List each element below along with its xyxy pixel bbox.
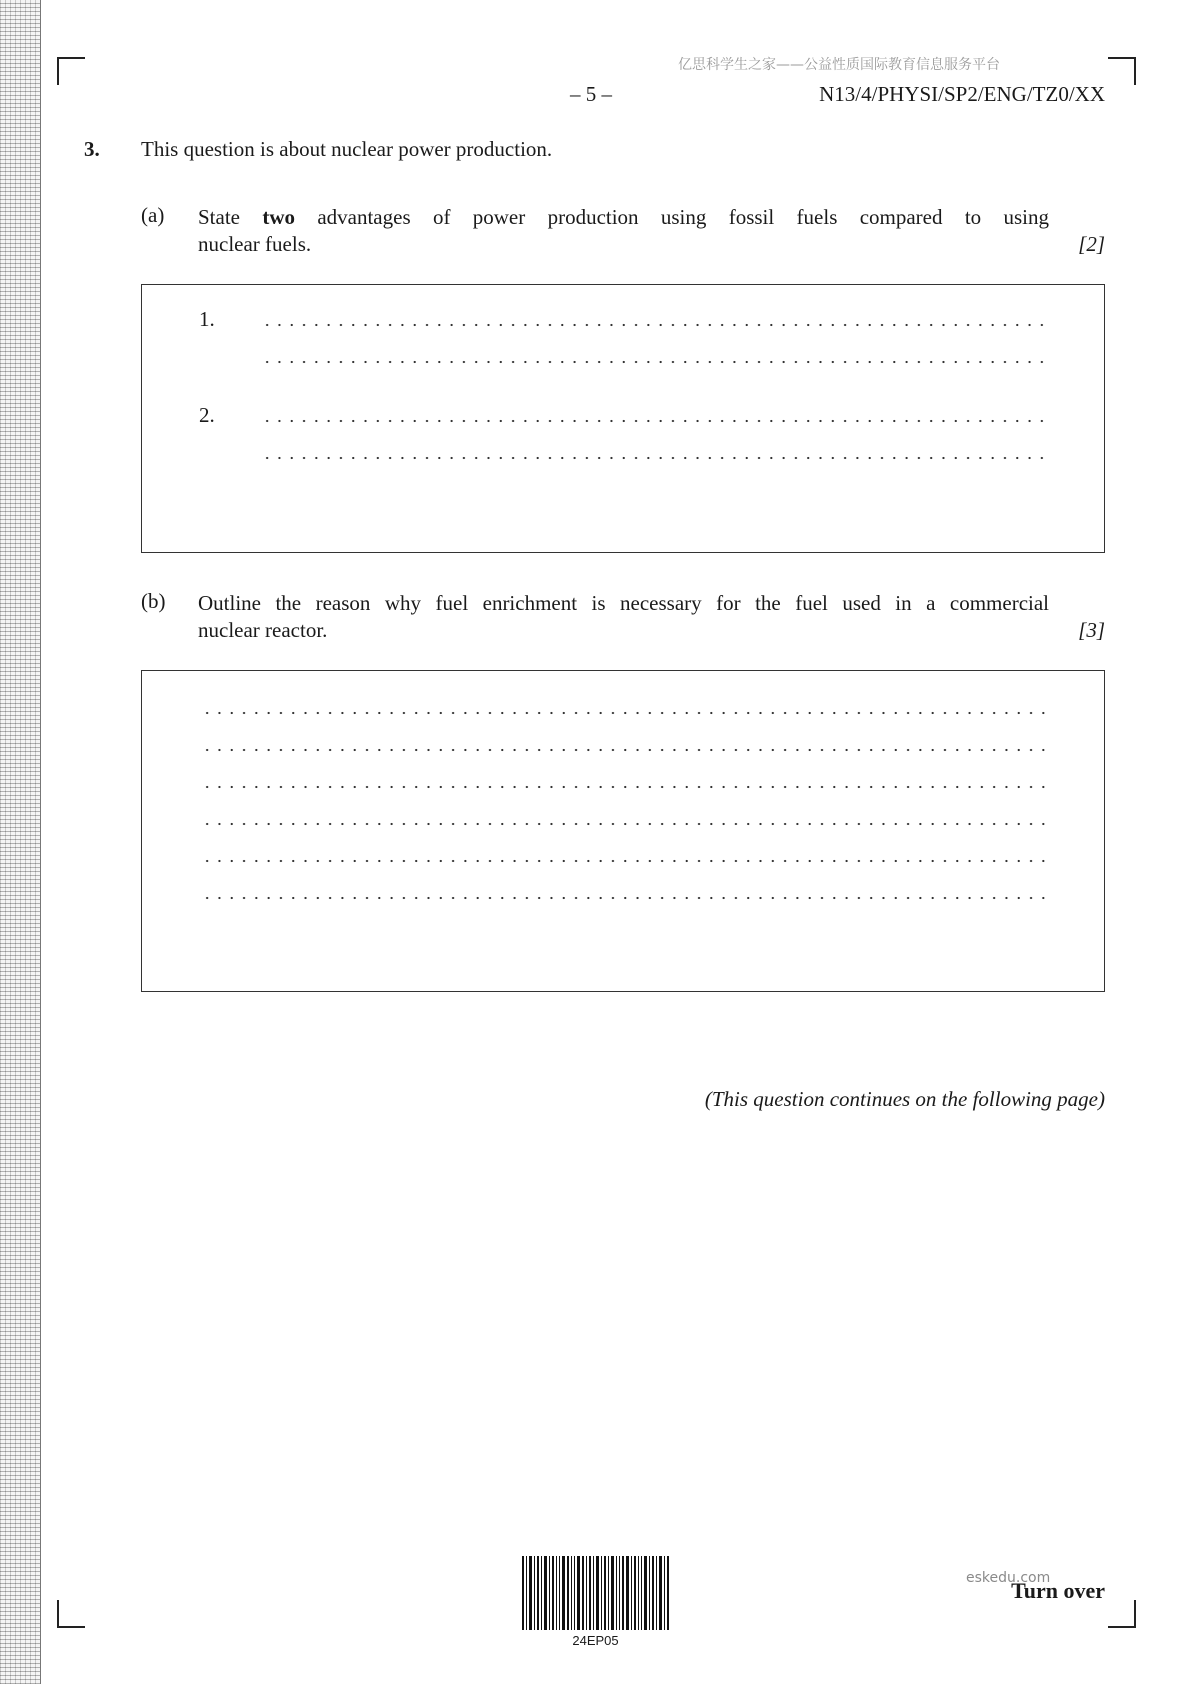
part-b-label: (b) <box>141 589 166 613</box>
answer-line[interactable] <box>201 822 1051 826</box>
question-number: 3. <box>84 137 100 161</box>
part-a-answer-box[interactable] <box>141 284 1105 553</box>
page-number: – 5 – <box>570 82 612 106</box>
continues-note: (This question continues on the following page) <box>704 1087 1105 1111</box>
answer-line[interactable] <box>201 859 1051 863</box>
question-intro: This question is about nuclear power production. <box>141 137 553 161</box>
answer-line[interactable] <box>201 711 1051 715</box>
part-a-text-line2: nuclear fuels. <box>198 232 312 256</box>
footer-watermark: eskedu.com <box>966 1570 1051 1586</box>
answer-line[interactable] <box>201 896 1051 900</box>
answer-line[interactable] <box>201 785 1051 789</box>
part-a-text: State two advantages of power production using fossil fuels compared to using <box>198 205 1049 229</box>
part-b-text-line2: nuclear reactor. <box>198 618 328 642</box>
crop-mark-bottom-left <box>57 1600 85 1628</box>
answer-line[interactable] <box>261 419 1051 423</box>
crop-mark-bottom-right <box>1108 1600 1136 1628</box>
answer-line[interactable] <box>261 360 1051 364</box>
barcode-label: 24EP05 <box>572 1633 619 1648</box>
turn-over-label: Turn over <box>1011 1578 1105 1603</box>
answer-label-2: 2. <box>199 403 215 427</box>
crop-mark-top-right <box>1108 57 1136 85</box>
part-a-label: (a) <box>141 203 165 227</box>
part-b-text: Outline the reason why fuel enrichment is necessary for the fuel used in a commercial <box>198 591 1049 615</box>
header-watermark: 亿思科学生之家——公益性质国际教育信息服务平台 <box>678 57 1000 73</box>
part-b-answer-box[interactable] <box>141 670 1105 992</box>
answer-line[interactable] <box>201 748 1051 752</box>
part-a-marks: [2] <box>1078 232 1105 256</box>
answer-label-1: 1. <box>199 307 215 331</box>
paper-reference: N13/4/PHYSI/SP2/ENG/TZ0/XX <box>819 82 1105 106</box>
part-b-marks: [3] <box>1078 618 1105 642</box>
answer-line[interactable] <box>261 456 1051 460</box>
answer-line[interactable] <box>261 323 1051 327</box>
crop-mark-top-left <box>57 57 85 85</box>
barcode <box>522 1556 669 1630</box>
binding-strip <box>0 0 41 1684</box>
